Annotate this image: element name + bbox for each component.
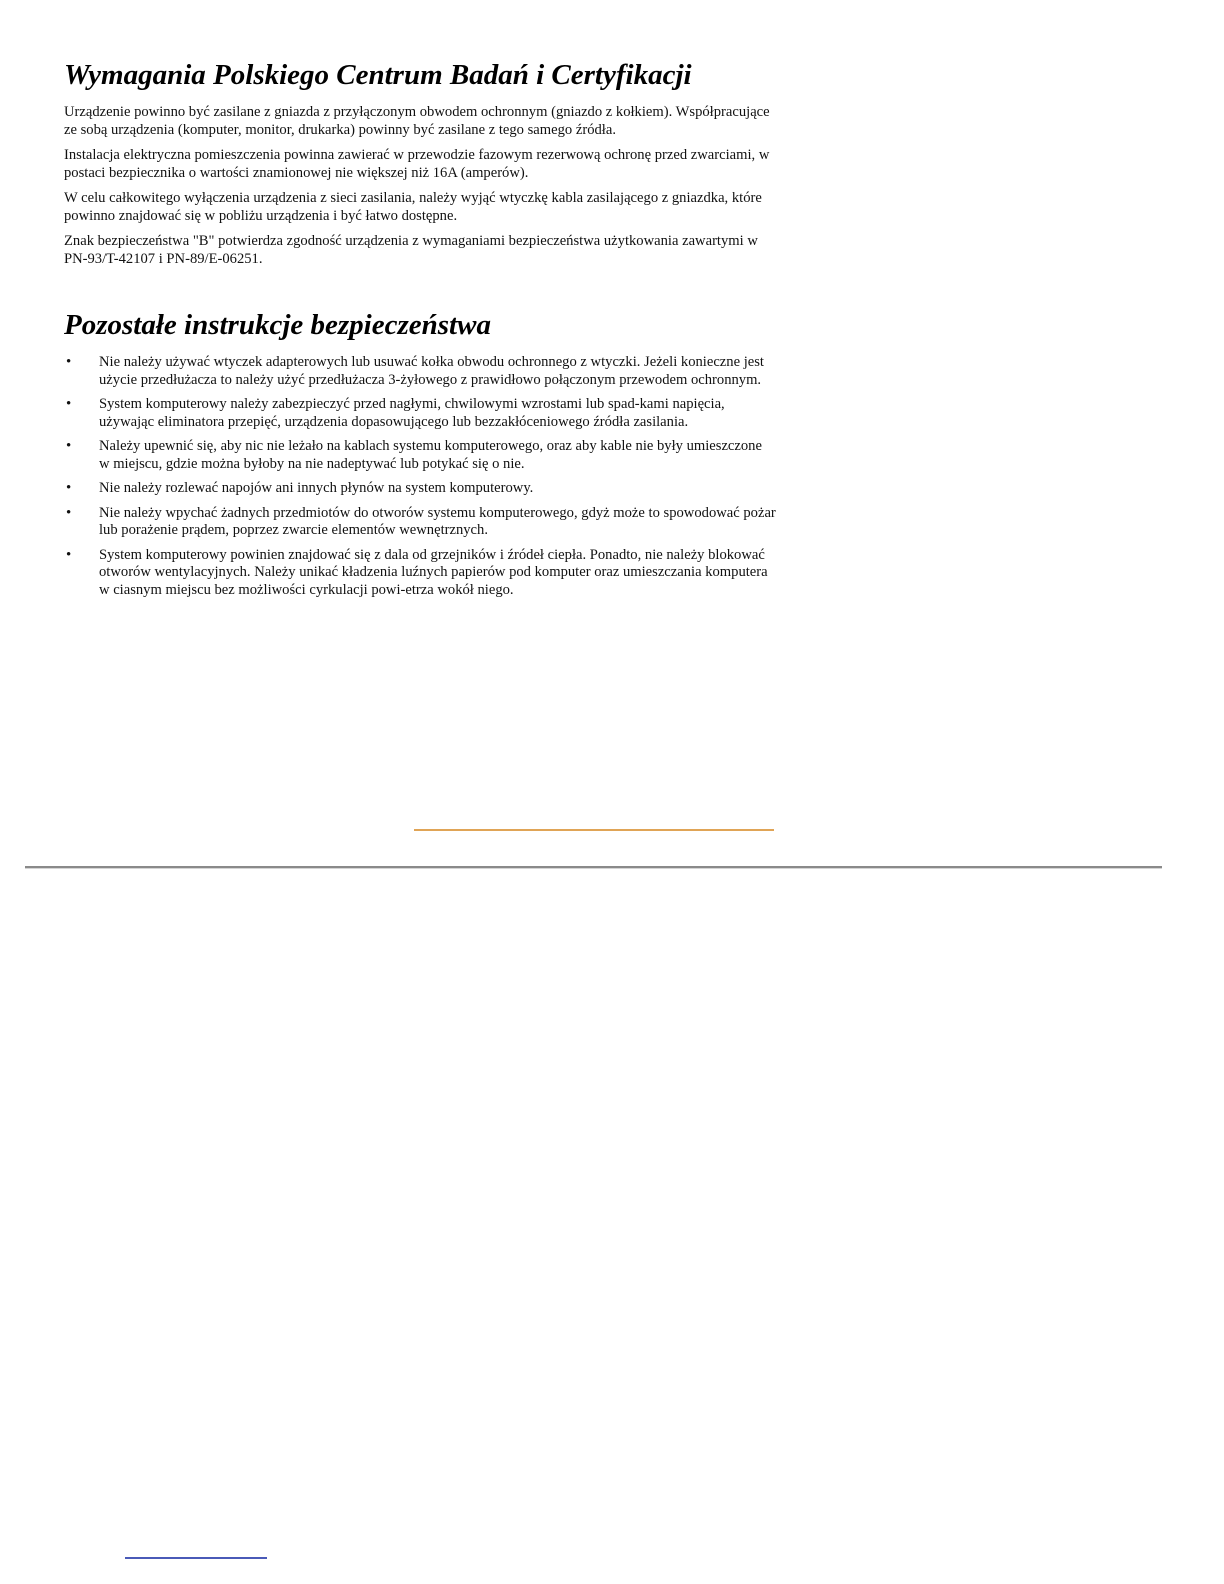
list-item (64, 438, 776, 473)
list-item-text: Nie należy rozlewać napojów ani innych płynów na system komputerowy. (99, 480, 534, 496)
bullet-icon: • (66, 546, 72, 563)
bullet-icon: • (66, 354, 72, 370)
footer-link-underline[interactable] (125, 1557, 267, 1559)
section-title-pcbc-requirements: Wymagania Polskiego Centrum Badań i Certyfikacji (64, 59, 692, 91)
horizontal-rule (25, 866, 1162, 869)
list-item-text: Nie należy używać wtyczek adapterowych lub usuwać kołka obwodu ochronnego z wtyczki. Jeżeli konieczne jest użycie przedłużacza to należy użyć przedłużacza 3-żyłowego z prawidłowo połączonym przewodem ochronnym. (99, 354, 764, 388)
section-title-other-safety-instructions: Pozostałe instrukcje bezpieczeństwa (64, 309, 491, 341)
paragraph: W celu całkowitego wyłączenia urządzenia z sieci zasilania, należy wyjąć wtyczkę kabla zasilającego z gniazdka, które powinno znajdować się w pobliżu urządzenia i być łatwo dostępne. (64, 190, 762, 224)
list-item (64, 505, 776, 540)
paragraph: Urządzenie powinno być zasilane z gniazda z przyłączonym obwodem ochronnym (gniazdo z kołkiem). Współpracujące ze sobą urządzenia (komputer, monitor, drukarka) powinny być zasilane z tego samego źródła. (64, 104, 770, 138)
bullet-icon: • (66, 504, 72, 521)
paragraph: Znak bezpieczeństwa "B" potwierdza zgodność urządzenia z wymaganiami bezpieczeństwa użytkowania zawartymi w PN-93/T-42107 i PN-89/E-06251. (64, 233, 758, 267)
list-item (64, 396, 776, 431)
safety-instructions-list (64, 354, 776, 599)
list-item-text: Należy upewnić się, aby nic nie leżało na kablach systemu komputerowego, oraz aby kable nie były umieszczone w miejscu, gdzie można byłoby na nie nadeptywać lub potykać się o nie. (99, 438, 762, 472)
paragraph: Instalacja elektryczna pomieszczenia powinna zawierać w przewodzie fazowym rezerwową ochronę przed zwarciami, w postaci bezpiecznika o wartości znamionowej nie większej niż 16A (amperów). (64, 147, 770, 181)
document-content (64, 58, 776, 606)
list-item-text: System komputerowy należy zabezpieczyć przed nagłymi, chwilowymi wzrostami lub spad-kami napięcia, używając eliminatora przepięć, urządzenia dopasowującego lub bezzakłóceniowego źródła zasilania. (99, 396, 725, 430)
bullet-icon: • (66, 396, 72, 412)
bullet-icon: • (66, 480, 72, 496)
bullet-icon: • (66, 438, 72, 454)
decorative-divider (414, 829, 774, 831)
list-item-text: Nie należy wpychać żadnych przedmiotów do otworów systemu komputerowego, gdyż może to spowodować pożar lub porażenie prądem, poprzez zwarcie elementów wewnętrznych. (99, 504, 776, 538)
list-item (64, 547, 776, 600)
list-item-text: System komputerowy powinien znajdować się z dala od grzejników i źródeł ciepła. Ponadto, nie należy blokować otworów wentylacyjnych. Należy unikać kładzenia luźnych papierów pod komputer oraz umieszczania komputera w ciasnym miejscu bez możliwości cyrkulacji powi-etrza wokół niego. (99, 546, 768, 598)
list-item (64, 354, 776, 389)
list-item (64, 480, 776, 498)
